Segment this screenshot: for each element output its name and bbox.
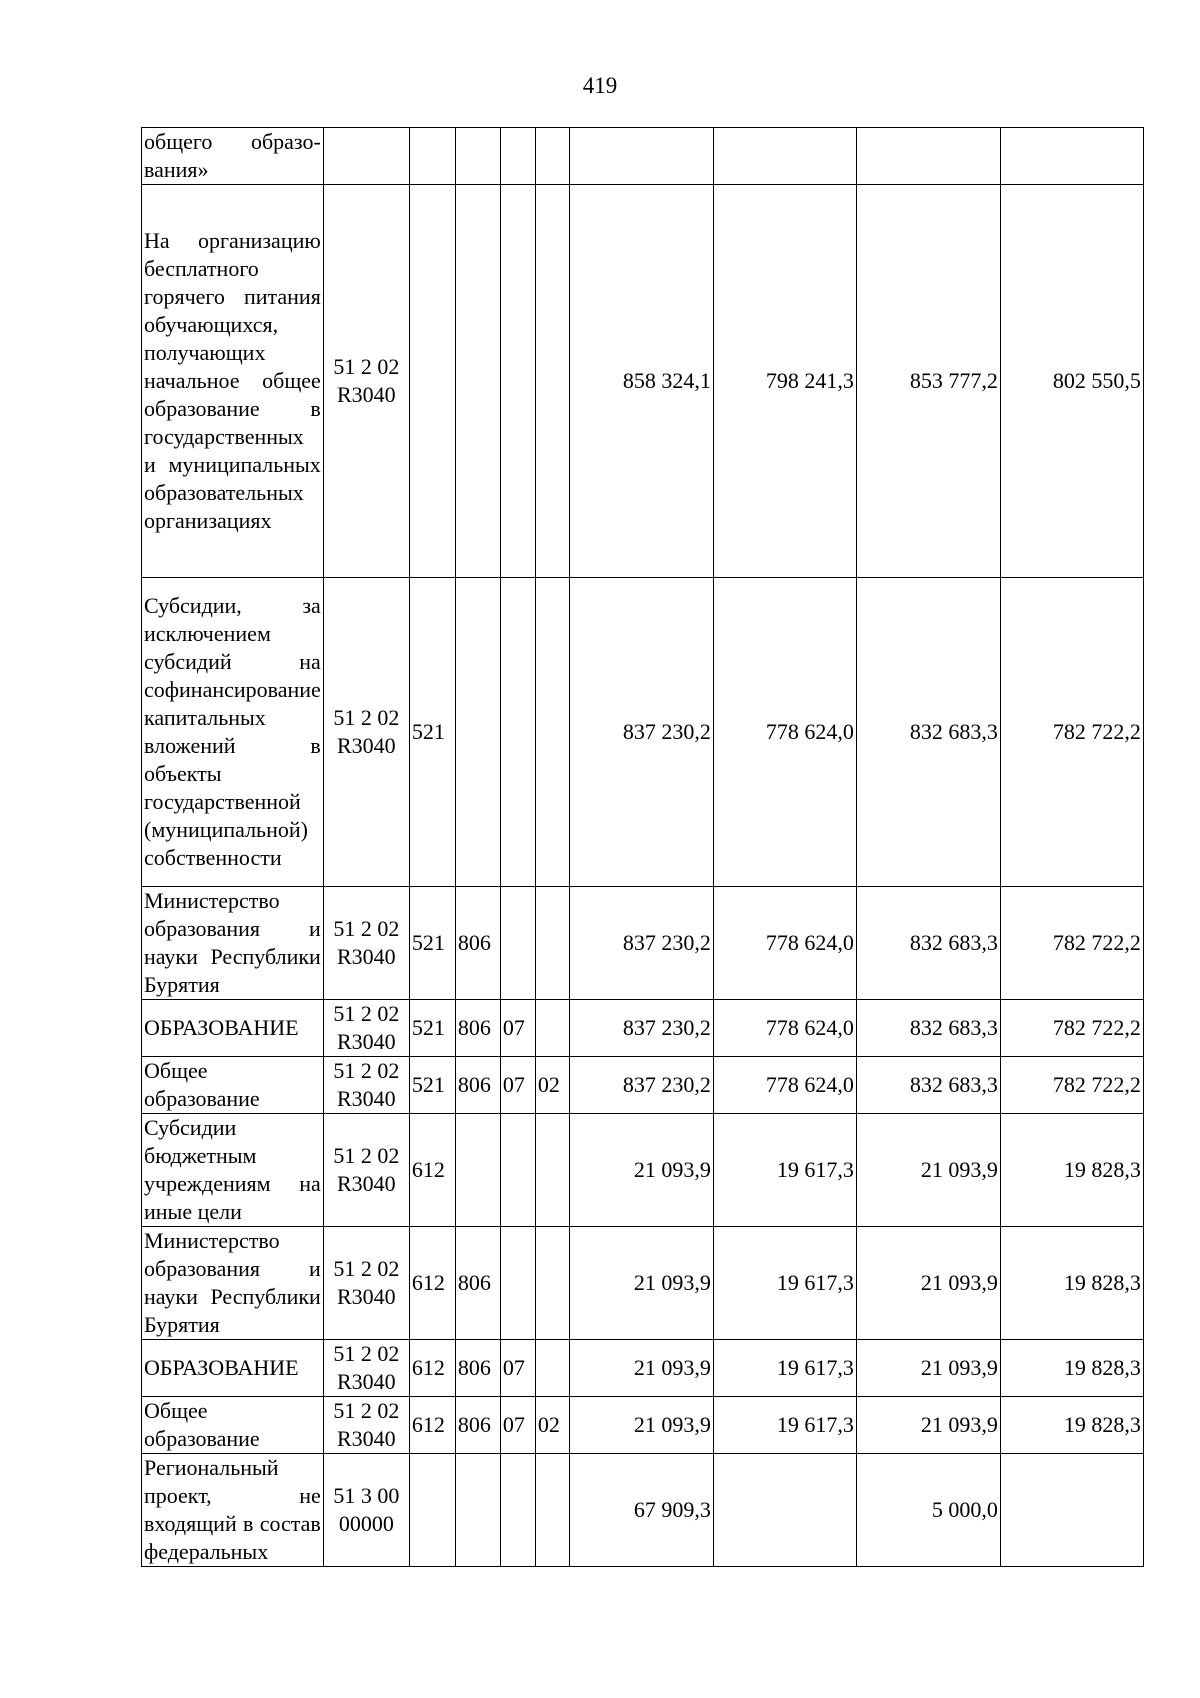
row-value-3: 832 683,3 <box>856 887 1000 1000</box>
row-value-3: 21 093,9 <box>856 1397 1000 1454</box>
row-value-2: 778 624,0 <box>713 1057 856 1114</box>
row-grbs <box>455 578 500 887</box>
row-value-1: 837 230,2 <box>569 887 713 1000</box>
row-pr: 02 <box>535 1397 569 1454</box>
row-value-2: 778 624,0 <box>713 578 856 887</box>
row-vr: 612 <box>409 1340 455 1397</box>
row-vr: 521 <box>409 1000 455 1057</box>
row-csr: 51 2 02 R3040 <box>323 1397 409 1454</box>
row-value-2 <box>713 1454 856 1567</box>
row-value-1: 21 093,9 <box>569 1340 713 1397</box>
row-rz <box>500 578 535 887</box>
row-grbs <box>455 185 500 578</box>
row-value-4: 19 828,3 <box>1000 1340 1143 1397</box>
row-value-4: 782 722,2 <box>1000 1057 1143 1114</box>
row-value-1: 21 093,9 <box>569 1397 713 1454</box>
row-value-3: 21 093,9 <box>856 1340 1000 1397</box>
row-value-2: 778 624,0 <box>713 1000 856 1057</box>
row-pr <box>535 128 569 185</box>
table-row <box>142 128 1144 185</box>
row-pr <box>535 1454 569 1567</box>
table-row <box>142 1114 1144 1227</box>
row-vr <box>409 185 455 578</box>
row-value-2: 19 617,3 <box>713 1227 856 1340</box>
row-pr <box>535 578 569 887</box>
row-pr <box>535 887 569 1000</box>
row-name: На организацию бесплатного горячего питания обучающихся, получающих начальное общее образование в государственных и муниципальных образовательных организациях <box>142 185 324 578</box>
row-value-2: 778 624,0 <box>713 887 856 1000</box>
row-vr <box>409 128 455 185</box>
row-name: Субсидии бюджетным учреждениям на иные цели <box>142 1114 324 1227</box>
row-grbs: 806 <box>455 1340 500 1397</box>
row-pr <box>535 1114 569 1227</box>
row-csr: 51 3 00 00000 <box>323 1454 409 1567</box>
row-value-1: 837 230,2 <box>569 578 713 887</box>
table-row <box>142 1340 1144 1397</box>
row-csr: 51 2 02 R3040 <box>323 1057 409 1114</box>
row-rz <box>500 1227 535 1340</box>
row-name: Министерство образования и науки Республики Бурятия <box>142 887 324 1000</box>
row-name: Субсидии, за исключением субсидий на софинансирование капитальных вложений в объекты государственной (муниципальной) собственности <box>142 578 324 887</box>
row-rz: 07 <box>500 1000 535 1057</box>
row-value-4: 782 722,2 <box>1000 1000 1143 1057</box>
row-value-3: 832 683,3 <box>856 578 1000 887</box>
row-name: общего образо-вания» <box>142 128 324 185</box>
row-grbs: 806 <box>455 1227 500 1340</box>
table-row <box>142 1454 1144 1567</box>
row-grbs <box>455 1114 500 1227</box>
page-number: 419 <box>582 73 618 98</box>
row-value-1: 67 909,3 <box>569 1454 713 1567</box>
row-grbs: 806 <box>455 887 500 1000</box>
row-vr: 612 <box>409 1397 455 1454</box>
row-value-1: 837 230,2 <box>569 1057 713 1114</box>
table-row <box>142 887 1144 1000</box>
row-csr: 51 2 02 R3040 <box>323 185 409 578</box>
row-value-2: 19 617,3 <box>713 1397 856 1454</box>
row-value-2 <box>713 128 856 185</box>
row-value-4 <box>1000 1454 1143 1567</box>
row-csr: 51 2 02 R3040 <box>323 1000 409 1057</box>
row-value-4: 19 828,3 <box>1000 1227 1143 1340</box>
row-rz: 07 <box>500 1397 535 1454</box>
row-value-2: 19 617,3 <box>713 1340 856 1397</box>
row-value-1: 837 230,2 <box>569 1000 713 1057</box>
row-name: Министерство образования и науки Республики Бурятия <box>142 1227 324 1340</box>
row-value-3 <box>856 128 1000 185</box>
row-pr <box>535 1340 569 1397</box>
row-vr: 612 <box>409 1114 455 1227</box>
row-grbs <box>455 128 500 185</box>
row-value-2: 19 617,3 <box>713 1114 856 1227</box>
row-grbs <box>455 1454 500 1567</box>
row-csr: 51 2 02 R3040 <box>323 1340 409 1397</box>
row-value-4: 802 550,5 <box>1000 185 1143 578</box>
row-value-4: 782 722,2 <box>1000 887 1143 1000</box>
row-name: ОБРАЗОВАНИЕ <box>142 1340 324 1397</box>
row-vr <box>409 1454 455 1567</box>
table-row <box>142 1000 1144 1057</box>
row-csr: 51 2 02 R3040 <box>323 578 409 887</box>
row-rz: 07 <box>500 1057 535 1114</box>
row-csr: 51 2 02 R3040 <box>323 1114 409 1227</box>
row-name: Общее образование <box>142 1397 324 1454</box>
row-value-3: 21 093,9 <box>856 1227 1000 1340</box>
row-rz <box>500 1454 535 1567</box>
row-vr: 521 <box>409 578 455 887</box>
row-pr <box>535 1227 569 1340</box>
row-pr <box>535 185 569 578</box>
row-value-4 <box>1000 128 1143 185</box>
row-rz <box>500 887 535 1000</box>
row-vr: 521 <box>409 887 455 1000</box>
row-grbs: 806 <box>455 1000 500 1057</box>
row-vr: 521 <box>409 1057 455 1114</box>
row-csr <box>323 128 409 185</box>
row-value-3: 21 093,9 <box>856 1114 1000 1227</box>
table-row <box>142 1057 1144 1114</box>
row-grbs: 806 <box>455 1057 500 1114</box>
row-value-1 <box>569 128 713 185</box>
row-value-4: 782 722,2 <box>1000 578 1143 887</box>
row-value-4: 19 828,3 <box>1000 1114 1143 1227</box>
row-value-2: 798 241,3 <box>713 185 856 578</box>
row-value-3: 5 000,0 <box>856 1454 1000 1567</box>
row-rz <box>500 185 535 578</box>
row-value-4: 19 828,3 <box>1000 1397 1143 1454</box>
row-value-3: 832 683,3 <box>856 1000 1000 1057</box>
table-row <box>142 1227 1144 1340</box>
row-value-1: 21 093,9 <box>569 1227 713 1340</box>
table-row <box>142 1397 1144 1454</box>
table-row <box>142 578 1144 887</box>
row-rz <box>500 1114 535 1227</box>
row-csr: 51 2 02 R3040 <box>323 1227 409 1340</box>
table-row <box>142 185 1144 578</box>
row-value-3: 853 777,2 <box>856 185 1000 578</box>
row-vr: 612 <box>409 1227 455 1340</box>
row-name: Региональный проект, не входящий в состав федеральных <box>142 1454 324 1567</box>
row-rz: 07 <box>500 1340 535 1397</box>
budget-table <box>141 127 1144 1567</box>
row-grbs: 806 <box>455 1397 500 1454</box>
row-pr <box>535 1000 569 1057</box>
row-value-1: 21 093,9 <box>569 1114 713 1227</box>
row-csr: 51 2 02 R3040 <box>323 887 409 1000</box>
row-value-3: 832 683,3 <box>856 1057 1000 1114</box>
row-name: Общее образование <box>142 1057 324 1114</box>
row-rz <box>500 128 535 185</box>
row-value-1: 858 324,1 <box>569 185 713 578</box>
row-name: ОБРАЗОВАНИЕ <box>142 1000 324 1057</box>
row-pr: 02 <box>535 1057 569 1114</box>
